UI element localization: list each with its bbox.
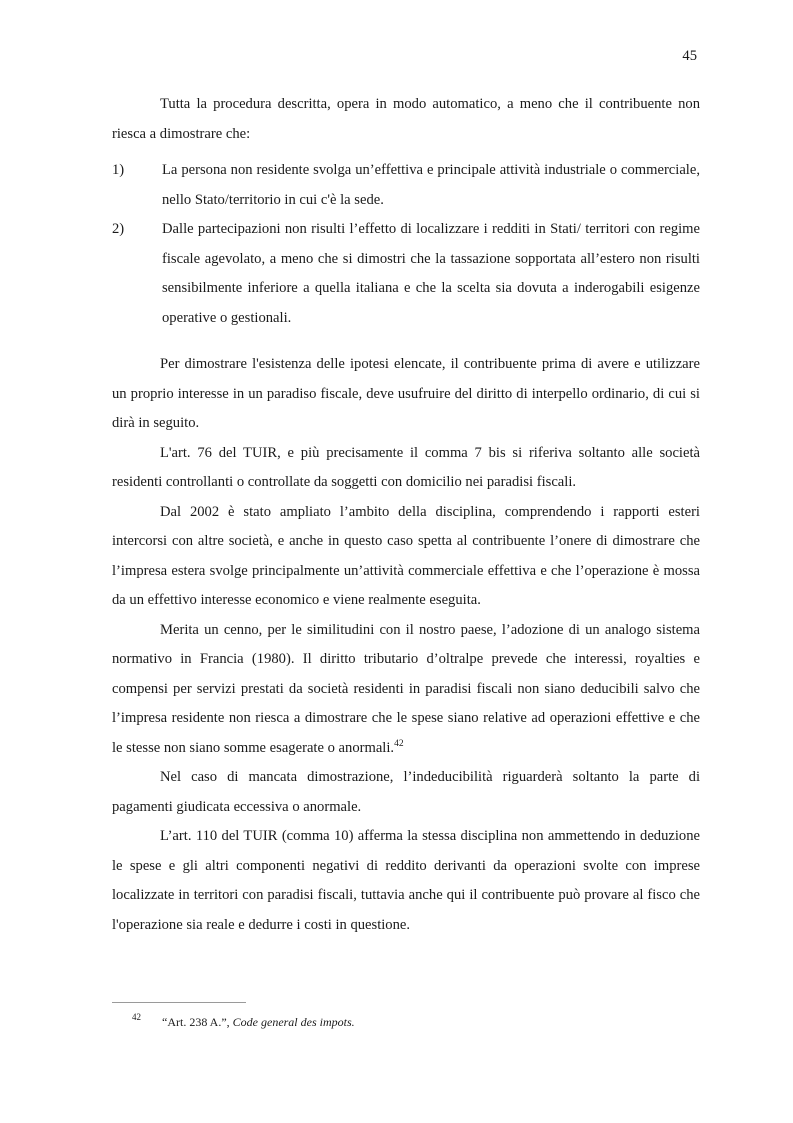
paragraph: Nel caso di mancata dimostrazione, l’indeducibilità riguarderà soltanto la parte di pagamenti giudicata eccessiva o anormale.	[112, 769, 700, 815]
footnote-text	[162, 1015, 355, 1029]
list-item-text: La persona non residente svolga un’effettiva e principale attività industriale o commerciale, nello Stato/territorio in cui c'è la sede.	[162, 162, 700, 208]
footnote-separator	[112, 1002, 246, 1003]
list-item-number: 1)	[112, 162, 125, 178]
conditions-list	[112, 156, 700, 333]
document-body	[112, 90, 700, 940]
france-paragraph-text: Merita un cenno, per le similitudini con il nostro paese, l’adozione di un analogo sistema normativo in Francia (1980). Il diritto tributario d’oltralpe prevede che interessi, royalties e compensi per servizi prestati da società residenti in paradisi fiscali non siano deducibili salvo che l’impresa residente non riesca a dimostrare che le spese siano relative ad operazioni effettive e che le stesse non siano somme esagerate o anormali.	[112, 621, 700, 756]
paragraph: L'art. 76 del TUIR, e più precisamente il comma 7 bis si riferiva soltanto alle società residenti controllanti o controllate da soggetti con domicilio nei paradisi fiscali.	[112, 444, 700, 490]
footnote	[112, 1013, 700, 1031]
footnote-label: “Art. 238 A.”,	[162, 1015, 230, 1029]
intro-paragraph: Tutta la procedura descritta, opera in modo automatico, a meno che il contribuente non riesca a dimostrare che:	[112, 96, 700, 142]
france-paragraph	[112, 616, 700, 764]
paragraph: Dal 2002 è stato ampliato l’ambito della disciplina, comprendendo i rapporti esteri intercorsi con altre società, e anche in questo caso spetta al contribuente l’onere di dimostrare che l’impresa estera svolge principalmente un’attività commerciale effettiva e che l’operazione è mossa da un effettivo interesse economico e viene realmente eseguita.	[112, 503, 700, 608]
footnote-reference[interactable]: 42	[394, 738, 404, 749]
list-item-number: 2)	[112, 221, 125, 237]
paragraph: L’art. 110 del TUIR (comma 10) afferma la stessa disciplina non ammettendo in deduzione le spese e gli altri componenti negativi di reddito derivanti da operazioni svolte con imprese localizzate in territori con paradisi fiscali, tuttavia anche qui il contribuente può provare al fisco che l'operazione sia reale e dedurre i costi in questione.	[112, 828, 700, 933]
list-item	[112, 215, 700, 333]
footnote-number: 42	[132, 1012, 141, 1022]
list-item-text: Dalle partecipazioni non risulti l’effetto di localizzare i redditi in Stati/ territori con regime fiscale agevolato, a meno che si dimostri che la tassazione sopportata all’estero non risulti sensibilmente inferiore a quella italiana e che la scelta sia dovuta a inderogabili esigenze operative o gestionali.	[162, 221, 700, 326]
footnote-source: Code general des impots.	[232, 1015, 355, 1029]
list-item	[112, 156, 700, 215]
paragraph: Per dimostrare l'esistenza delle ipotesi elencate, il contribuente prima di avere e utilizzare un proprio interesse in un paradiso fiscale, deve usufruire del diritto di interpello ordinario, di cui si dirà in seguito.	[112, 356, 700, 431]
page-number: 45	[682, 48, 697, 64]
